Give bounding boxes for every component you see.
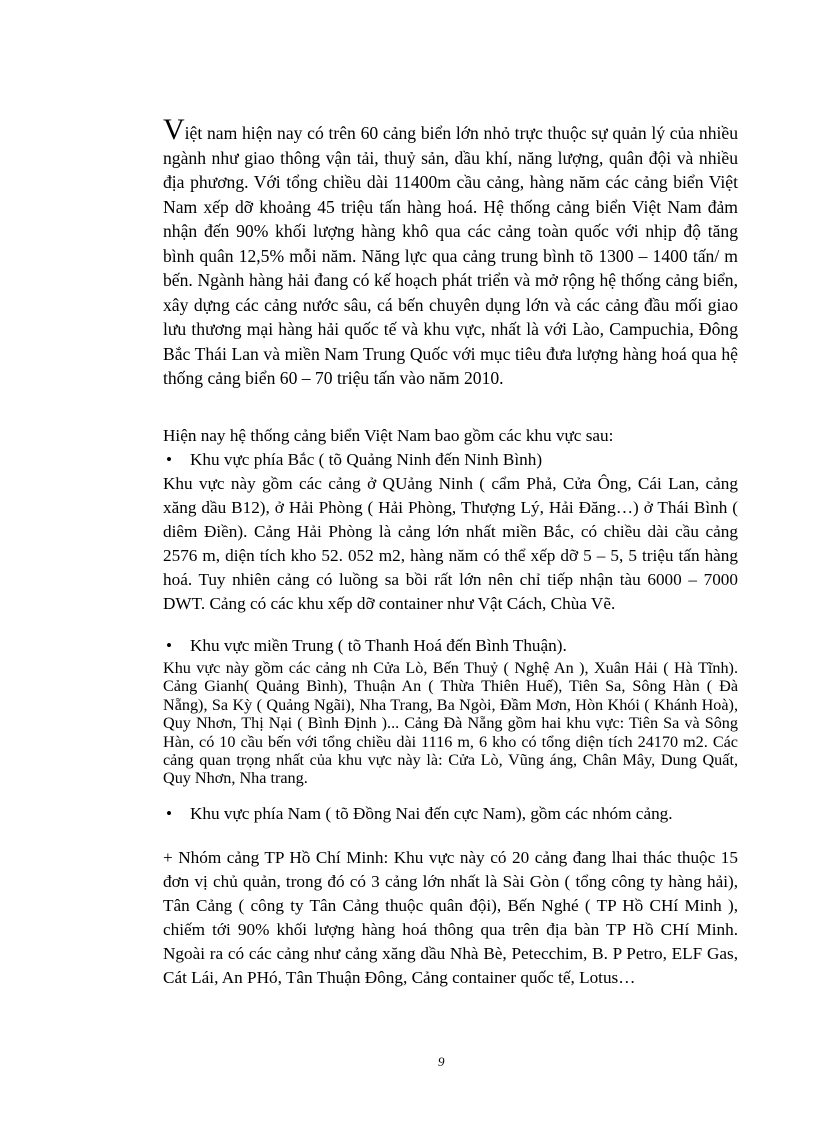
paragraph-central-region: Khu vực này gồm các cảng nh Cửa Lò, Bến Thuỷ ( Nghệ An ), Xuân Hải ( Hà Tĩnh). Cảng Gianh( Quảng Bình), Thuận An ( Thừa Thiên Huế), Tiên Sa, Sông Hàn ( Đà Nẵng), Sa Kỳ ( Quảng Ngãi), Nha Trang, Ba Ngòi, Đầm Mơn, Hòn Khói ( Khánh Hoà), Quy Nhơn, Thị Nại ( Bình Định )... Cảng Đà Nẵng gồm hai khu vực: Tiên Sa và Sông Hàn, có 10 cầu bến với tổng chiều dài 1116 m, 6 kho có tổng diện tích 24170 m2. Các cảng quan trọng nhất của khu vực này là: Cửa Lò, Vũng áng, Chân Mây, Dung Quất, Quy Nhơn, Nha trang. <box>163 659 738 788</box>
bullet-north-region-text: Khu vực phía Bắc ( tõ Quảng Ninh đến Ninh Bình) <box>190 450 543 469</box>
bullet-south-region <box>163 802 738 826</box>
bullet-icon: • <box>166 636 173 655</box>
paragraph-ports-overview-text: iệt nam hiện nay có trên 60 cảng biển lớn nhỏ trực thuộc sự quản lý của nhiều ngành như giao thông vận tải, thuỷ sản, dầu khí, năng lượng, quân đội và nhiều địa phương. Với tổng chiều dài 11400m cầu cảng, hàng năm các cảng biển Việt Nam xếp dỡ khoảng 45 triệu tấn hàng hoá. Hệ thống cảng biển Việt Nam đảm nhận đến 90% khối lượng hàng khô qua các cảng toàn quốc với nhịp độ tăng bình quân 12,5% mỗi năm. Năng lực qua cảng trung bình tõ 1300 – 1400 tấn/ m bến. Ngành hàng hải đang có kế hoạch phát triển và mở rộng hệ thống cảng biển, xây dựng các cảng nước sâu, cá bến chuyên dụng lớn và các cảng đầu mối giao lưu thương mại hàng hải quốc tế và khu vực, nhất là với Lào, Campuchia, Đông Bắc Thái Lan và miền Nam Trung Quốc với mục tiêu đưa lượng hàng hoá qua hệ thống cảng biển 60 – 70 triệu tấn vào năm 2010. <box>163 123 738 388</box>
regions-intro: Hiện nay hệ thống cảng biển Việt Nam bao gồm các khu vực sau: <box>163 426 614 445</box>
bullet-icon: • <box>166 450 173 469</box>
bullet-north-region <box>163 448 738 472</box>
page-number: 9 <box>438 1054 445 1069</box>
drop-cap: V <box>163 113 185 146</box>
paragraph-north-region: Khu vực này gồm các cảng ở QUảng Ninh ( cẩm Phả, Cửa Ông, Cái Lan, cảng xăng dầu B12), ở Hải Phòng ( Hải Phòng, Thượng Lý, Hải Đăng…) ở Thái Bình ( diêm Điền). Cảng Hải Phòng là cảng lớn nhất miền Bắc, có chiều dài cầu cảng 2576 m, diện tích kho 52. 052 m2, hàng năm có thể xếp dỡ 5 – 5, 5 triệu tấn hàng hoá. Tuy nhiên cảng có luồng sa bồi rất lớn nên chỉ tiếp nhận tàu 6000 – 7000 DWT. Cảng có các khu xếp dỡ container như Vật Cách, Chùa Vẽ. <box>163 474 738 613</box>
bullet-central-region-text: Khu vực miền Trung ( tõ Thanh Hoá đến Bình Thuận). <box>190 636 567 655</box>
paragraph-hcmc-ports: + Nhóm cảng TP Hồ Chí Minh: Khu vực này có 20 cảng đang lhai thác thuộc 15 đơn vị chủ quản, trong đó có 3 cảng lớn nhất là Sài Gòn ( tổng công ty hàng hải), Tân Cảng ( công ty Tân Cảng thuộc quân đội), Bến Nghé ( TP Hồ CHí Minh ), chiếm tới 90% khối lượng hàng hoá thông qua trên địa bàn TP Hồ CHí Minh. Ngoài ra có các cảng như cảng xăng dầu Nhà Bè, Petecchim, B. P Petro, ELF Gas, Cát Lái, An PHó, Tân Thuận Đông, Cảng container quốc tế, Lotus… <box>163 848 738 987</box>
bullet-south-region-text: Khu vực phía Nam ( tõ Đồng Nai đến cực Nam), gồm các nhóm cảng. <box>190 804 673 823</box>
bullet-central-region <box>163 634 738 658</box>
bullet-icon: • <box>166 804 173 823</box>
paragraph-ports-overview <box>163 113 738 391</box>
